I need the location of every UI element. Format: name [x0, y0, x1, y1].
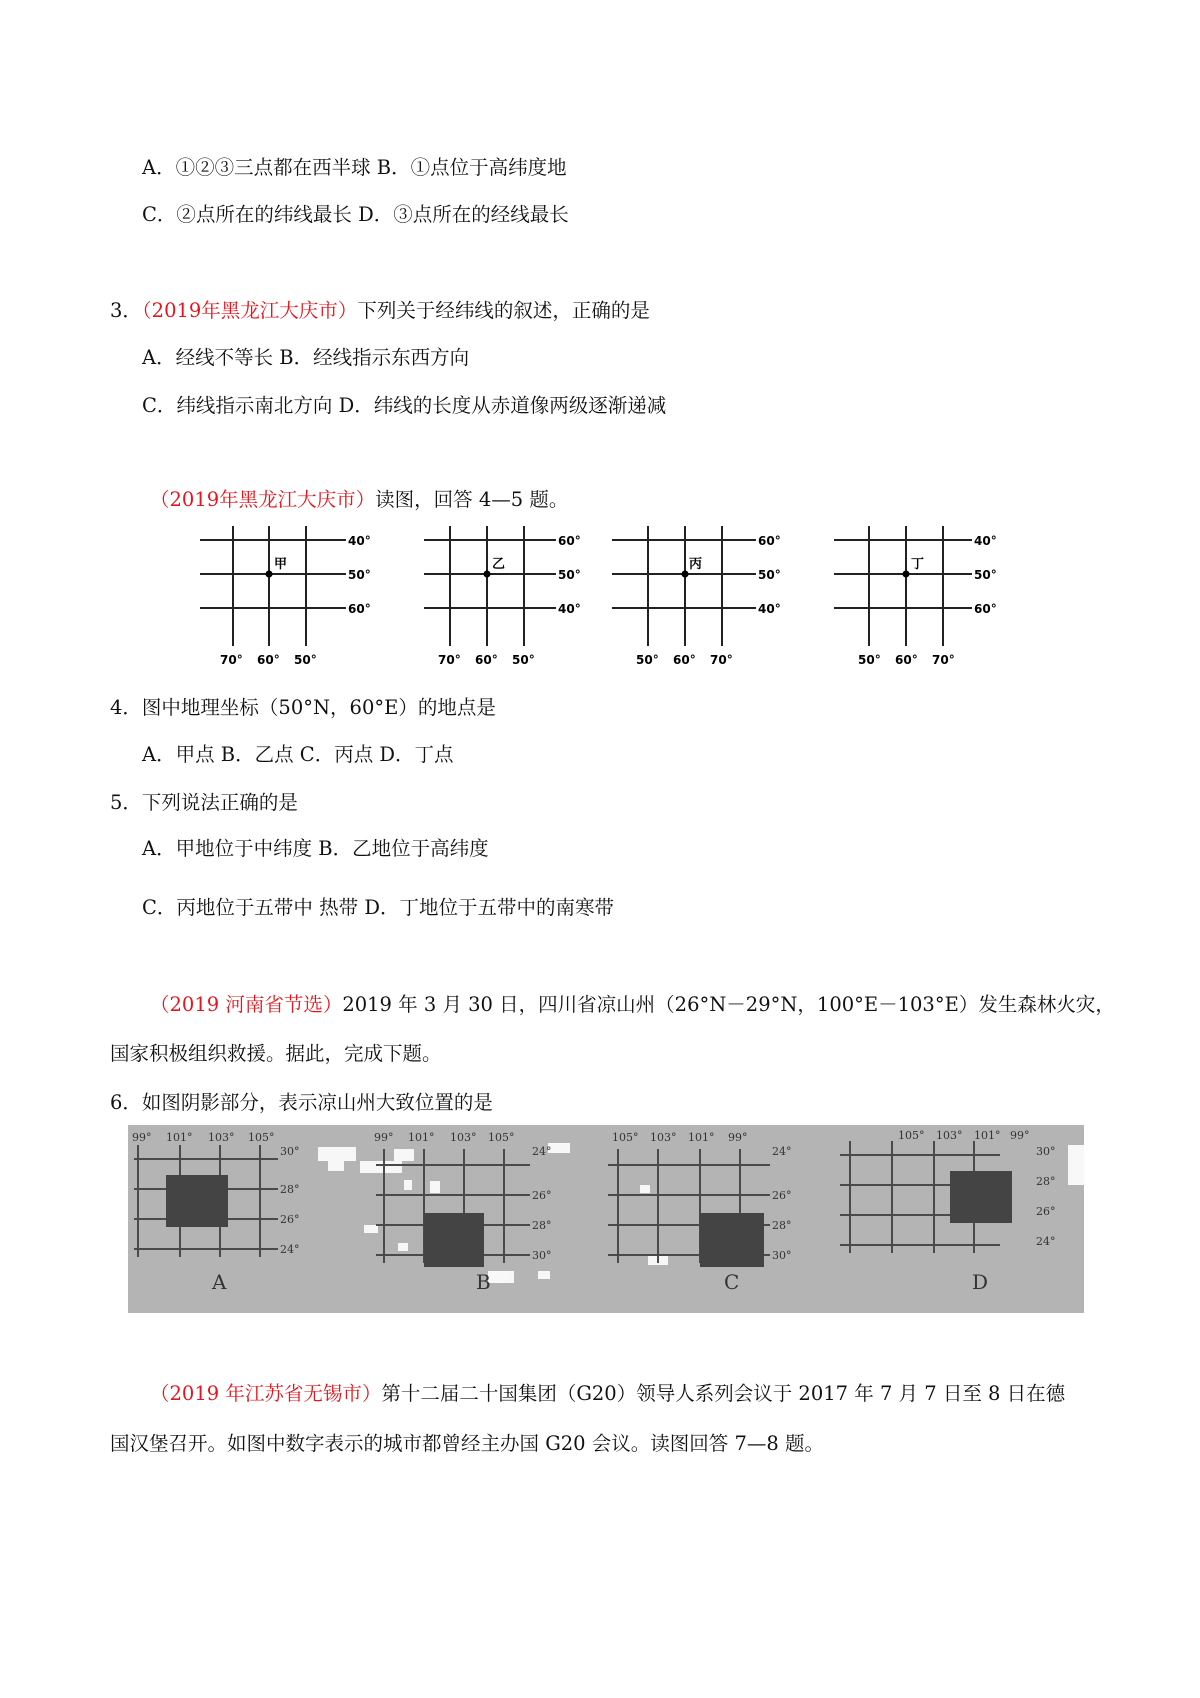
lon-label: 99° [728, 1131, 748, 1144]
lat-label: 24° [772, 1145, 792, 1158]
lat-label: 40° [974, 534, 997, 548]
map-panel-a [132, 1131, 300, 1294]
q5-options-row2: C．丙地位于五带中 热带 D．丁地位于五带中的南寒带 [142, 896, 614, 919]
panel-letter: C [724, 1270, 740, 1294]
lat-label: 26° [280, 1213, 300, 1226]
lat-label: 28° [1036, 1175, 1056, 1188]
panel-letter: B [476, 1270, 491, 1294]
lon-label: 101° [974, 1129, 1001, 1142]
lon-label: 101° [166, 1131, 193, 1144]
lat-label: 30° [772, 1249, 792, 1262]
q3-line [110, 297, 650, 325]
lat-label: 50° [558, 568, 581, 582]
lon-label: 50° [512, 653, 535, 667]
lat-label: 60° [558, 534, 581, 548]
lon-label: 60° [895, 653, 918, 667]
grid-figure-bing [608, 526, 798, 676]
lon-label: 105° [248, 1131, 275, 1144]
lat-label: 50° [758, 568, 781, 582]
q78-intro-text: 第十二届二十国集团（G20）领导人系列会议于 2017 年 7 月 7 日至 8 日在德 [381, 1382, 1066, 1405]
q5-options-row1: A．甲地位于中纬度 B．乙地位于高纬度 [142, 837, 489, 860]
lon-label: 103° [208, 1131, 235, 1144]
map-panel-c [608, 1131, 792, 1294]
q45-text: 读图，回答 4—5 题。 [375, 488, 569, 511]
lon-label: 60° [257, 653, 280, 667]
point-yi [484, 571, 491, 578]
lon-label: 99° [374, 1131, 394, 1144]
lon-label: 70° [710, 653, 733, 667]
lat-label: 60° [758, 534, 781, 548]
q2-options-row2: C．②点所在的纬线最长 D．③点所在的经线最长 [142, 203, 569, 226]
lat-label: 60° [974, 602, 997, 616]
lat-label: 60° [348, 602, 371, 616]
lat-label: 28° [532, 1219, 552, 1232]
lon-label: 70° [220, 653, 243, 667]
lon-label: 70° [932, 653, 955, 667]
panel-letter: A [212, 1270, 227, 1294]
lat-label: 28° [772, 1219, 792, 1232]
q6-stem: 6．如图阴影部分，表示凉山州大致位置的是 [110, 1091, 493, 1114]
lon-label: 105° [898, 1129, 925, 1142]
lat-label: 30° [1036, 1145, 1056, 1158]
lon-label: 101° [408, 1131, 435, 1144]
grid-point-label: 丙 [689, 557, 703, 572]
lat-label: 50° [348, 568, 371, 582]
lat-label: 40° [558, 602, 581, 616]
lat-label: 24° [532, 1145, 552, 1158]
lat-label: 40° [758, 602, 781, 616]
lat-label: 30° [280, 1145, 300, 1158]
point-bing [682, 571, 689, 578]
q78-intro-line2: 国汉堡召开。如图中数字表示的城市都曾经主办国 G20 会议。读图回答 7—8 题。 [110, 1432, 824, 1455]
q6-intro-line2: 国家积极组织救援。据此，完成下题。 [110, 1042, 442, 1065]
q2-options-row1: A．①②③三点都在西半球 B．①点位于高纬度地 [142, 156, 567, 179]
grid-figure-jia [196, 526, 386, 676]
point-jia [266, 571, 273, 578]
q3-options-row2: C．纬线指示南北方向 D．纬线的长度从赤道像两级逐渐递减 [142, 394, 667, 417]
lon-label: 50° [294, 653, 317, 667]
lon-label: 103° [650, 1131, 677, 1144]
lat-label: 26° [532, 1189, 552, 1202]
q6-source: （2019 河南省节选） [150, 993, 343, 1016]
lon-label: 103° [936, 1129, 963, 1142]
lon-label: 99° [132, 1131, 152, 1144]
map-panel-d [840, 1129, 1056, 1294]
q4-stem: 4．图中地理坐标（50°N，60°E）的地点是 [110, 696, 496, 719]
lon-label: 50° [636, 653, 659, 667]
q45-source: （2019年黑龙江大庆市） [150, 488, 376, 511]
lon-label: 50° [858, 653, 881, 667]
q3-source: （2019年黑龙江大庆市） [141, 299, 358, 322]
lat-label: 40° [348, 534, 371, 548]
q3-options-row1: A．经线不等长 B．经线指示东西方向 [142, 346, 470, 369]
q5-stem: 5．下列说法正确的是 [110, 791, 298, 814]
lon-label: 70° [438, 653, 461, 667]
lat-label: 28° [280, 1183, 300, 1196]
q4-options: A．甲点 B．乙点 C．丙点 D．丁点 [142, 743, 454, 766]
lon-label: 101° [688, 1131, 715, 1144]
lat-label: 26° [772, 1189, 792, 1202]
q3-stem: 下列关于经纬线的叙述，正确的是 [357, 299, 650, 322]
q6-map-options-photo [128, 1125, 1084, 1313]
lon-label: 105° [612, 1131, 639, 1144]
grid-point-label: 乙 [492, 557, 506, 572]
lon-label: 105° [488, 1131, 515, 1144]
lon-label: 99° [1010, 1129, 1030, 1142]
q3-number: 3． [110, 299, 142, 322]
lon-label: 60° [475, 653, 498, 667]
grid-figure-yi [420, 526, 610, 676]
grid-point-label: 丁 [911, 557, 925, 572]
panel-letter: D [972, 1270, 989, 1294]
lat-label: 30° [532, 1249, 552, 1262]
lat-label: 24° [1036, 1235, 1056, 1248]
q6-intro-line1 [150, 991, 1115, 1019]
lon-label: 103° [450, 1131, 477, 1144]
q45-intro [150, 486, 568, 514]
q6-intro-text: 2019 年 3 月 30 日，四川省凉山州（26°N－29°N，100°E－103°E）发生森林火灾， [342, 993, 1115, 1016]
lon-label: 60° [673, 653, 696, 667]
grid-figure-ding [830, 526, 1020, 676]
point-ding [903, 571, 910, 578]
lat-label: 50° [974, 568, 997, 582]
lat-label: 24° [280, 1243, 300, 1256]
q78-intro-line1 [150, 1380, 1065, 1408]
lat-label: 26° [1036, 1205, 1056, 1218]
q78-source: （2019 年江苏省无锡市） [150, 1382, 382, 1405]
grid-point-label: 甲 [274, 557, 288, 572]
